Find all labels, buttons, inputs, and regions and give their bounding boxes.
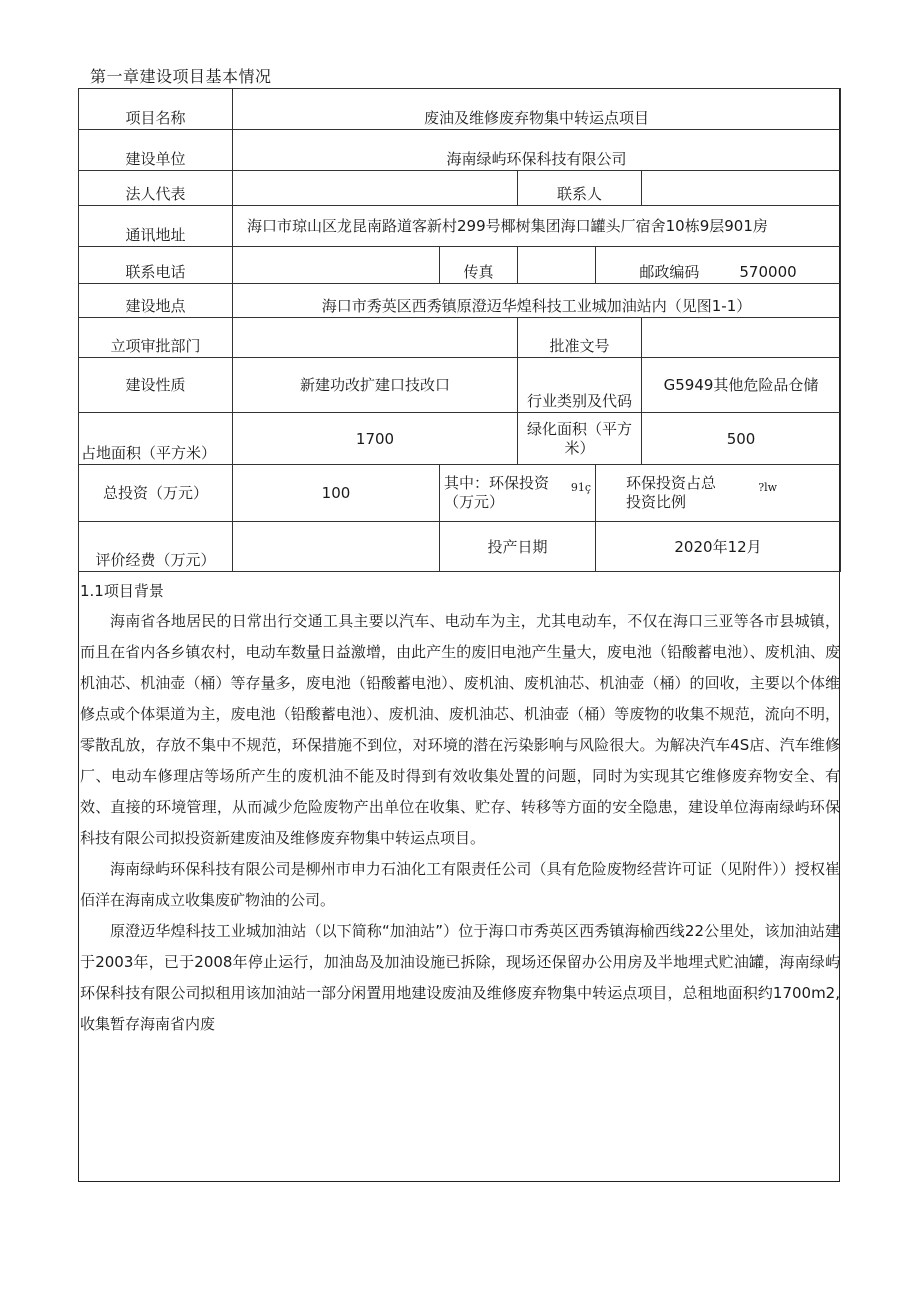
paragraph: 海南绿屿环保科技有限公司是柳州市申力石油化工有限责任公司（具有危险废物经营许可证（见附件））授权崔佰洋在海南成立收集废矿物油的公司。 [80,860,840,909]
postcode-cell [596,247,841,284]
area-value: 1700 [233,413,518,465]
industry-label: 行业类别及代码 [518,358,642,413]
builder-value: 海南绿屿环保科技有限公司 [233,130,841,171]
section-title: 1.1项目背景 [80,582,164,600]
phone-value [233,247,440,284]
row-investment [79,465,841,522]
row-area [79,413,841,465]
row-nature [79,358,841,413]
address-value: 海口市琼山区龙昆南路道客新村299号椰树集团海口罐头厂宿舍10栋9层901房 [233,206,841,247]
contact-label: 联系人 [518,171,642,206]
postcode-value: 570000 [739,263,797,281]
row-project-name [79,89,841,130]
phone-label: 联系电话 [79,247,233,284]
eval-fee-value [233,522,440,572]
row-legal-rep [79,171,841,206]
env-invest-label: 其中：环保投资（万元） [444,474,550,511]
env-ratio-cell [596,465,841,522]
nature-label: 建设性质 [79,358,233,413]
row-eval-fee [79,522,841,572]
approval-no-label: 批准文号 [518,318,642,358]
area-label: 占地面积（平方米） [79,413,233,465]
fax-value [518,247,596,284]
investment-value: 100 [233,465,440,522]
project-info-table [78,88,841,572]
fax-label: 传真 [440,247,518,284]
green-value: 500 [642,413,841,465]
address-label: 通讯地址 [79,206,233,247]
env-invest-cell [440,465,596,522]
approval-dept-value [233,318,518,358]
postcode-label: 邮政编码 [639,263,700,281]
legal-rep-value [233,171,518,206]
eval-fee-label: 评价经费（万元） [79,522,233,572]
paragraph: 原澄迈华煌科技工业城加油站（以下简称“加油站”）位于海口市秀英区西秀镇海榆西线22公里处，该加油站建于2003年，已于2008年停止运行，加油岛及加油设施已拆除，现场还保留办公用房及半地埋式贮油罐，海南绿屿环保科技有限公司拟租用该加油站一部分闲置用地建设废油及维修废弃物集中转运点项目，总租地面积约1700m2,收集暂存海南省内废 [80,922,840,1033]
row-approval [79,318,841,358]
industry-value: G5949其他危险品仓储 [642,358,841,413]
production-date-value: 2020年12月 [596,522,841,572]
site-label: 建设地点 [79,284,233,318]
approval-no-value [642,318,841,358]
paragraph: 海南省各地居民的日常出行交通工具主要以汽车、电动车为主，尤其电动车，不仅在海口三亚等各市县城镇，而且在省内各乡镇农村，电动车数量日益激增，由此产生的废旧电池产生量大，废电池（铅酸蓄电池）、废机油、废机油芯、机油壶（桶）等存量多，废电池（铅酸蓄电池）、废机油、废机油芯、机油壶（桶）的回收，主要以个体维修点或个体渠道为主，废电池（铅酸蓄电池）、废机油、废机油芯、机油壶（桶）等废物的收集不规范，流向不明，零散乱放，存放不集中不规范，环保措施不到位，对环境的潜在污染影响与风险很大。为解决汽车4S店、汽车维修厂、电动车修理店等场所产生的废机油不能及时得到有效收集处置的问题，同时为实现其它维修废弃物安全、有效、直接的环境管理，从而减少危险废物产出单位在收集、贮存、转移等方面的安全隐患，建设单位海南绿屿环保科技有限公司拟投资新建废油及维修废弃物集中转运点项目。 [80,612,840,847]
contact-value [642,171,841,206]
row-phone [79,247,841,284]
row-site [79,284,841,318]
green-label: 绿化面积（平方米） [518,413,642,465]
row-address [79,206,841,247]
env-ratio-label: 环保投资占总投资比例 [626,474,717,511]
env-invest-value: 91ç [570,481,591,494]
site-value: 海口市秀英区西秀镇原澄迈华煌科技工业城加油站内（见图1-1） [233,284,841,318]
builder-label: 建设单位 [79,130,233,171]
row-builder [79,130,841,171]
investment-label: 总投资（万元） [79,465,233,522]
chapter-title: 第一章建设项目基本情况 [90,67,272,86]
legal-rep-label: 法人代表 [79,171,233,206]
production-date-label: 投产日期 [440,522,596,572]
project-name-value: 废油及维修废弃物集中转运点项目 [233,89,841,130]
approval-dept-label: 立项审批部门 [79,318,233,358]
nature-value: 新建功改扩建口技改口 [233,358,518,413]
project-name-label: 项目名称 [79,89,233,130]
env-ratio-value: ?lw [758,481,778,494]
body-text [80,576,840,1040]
